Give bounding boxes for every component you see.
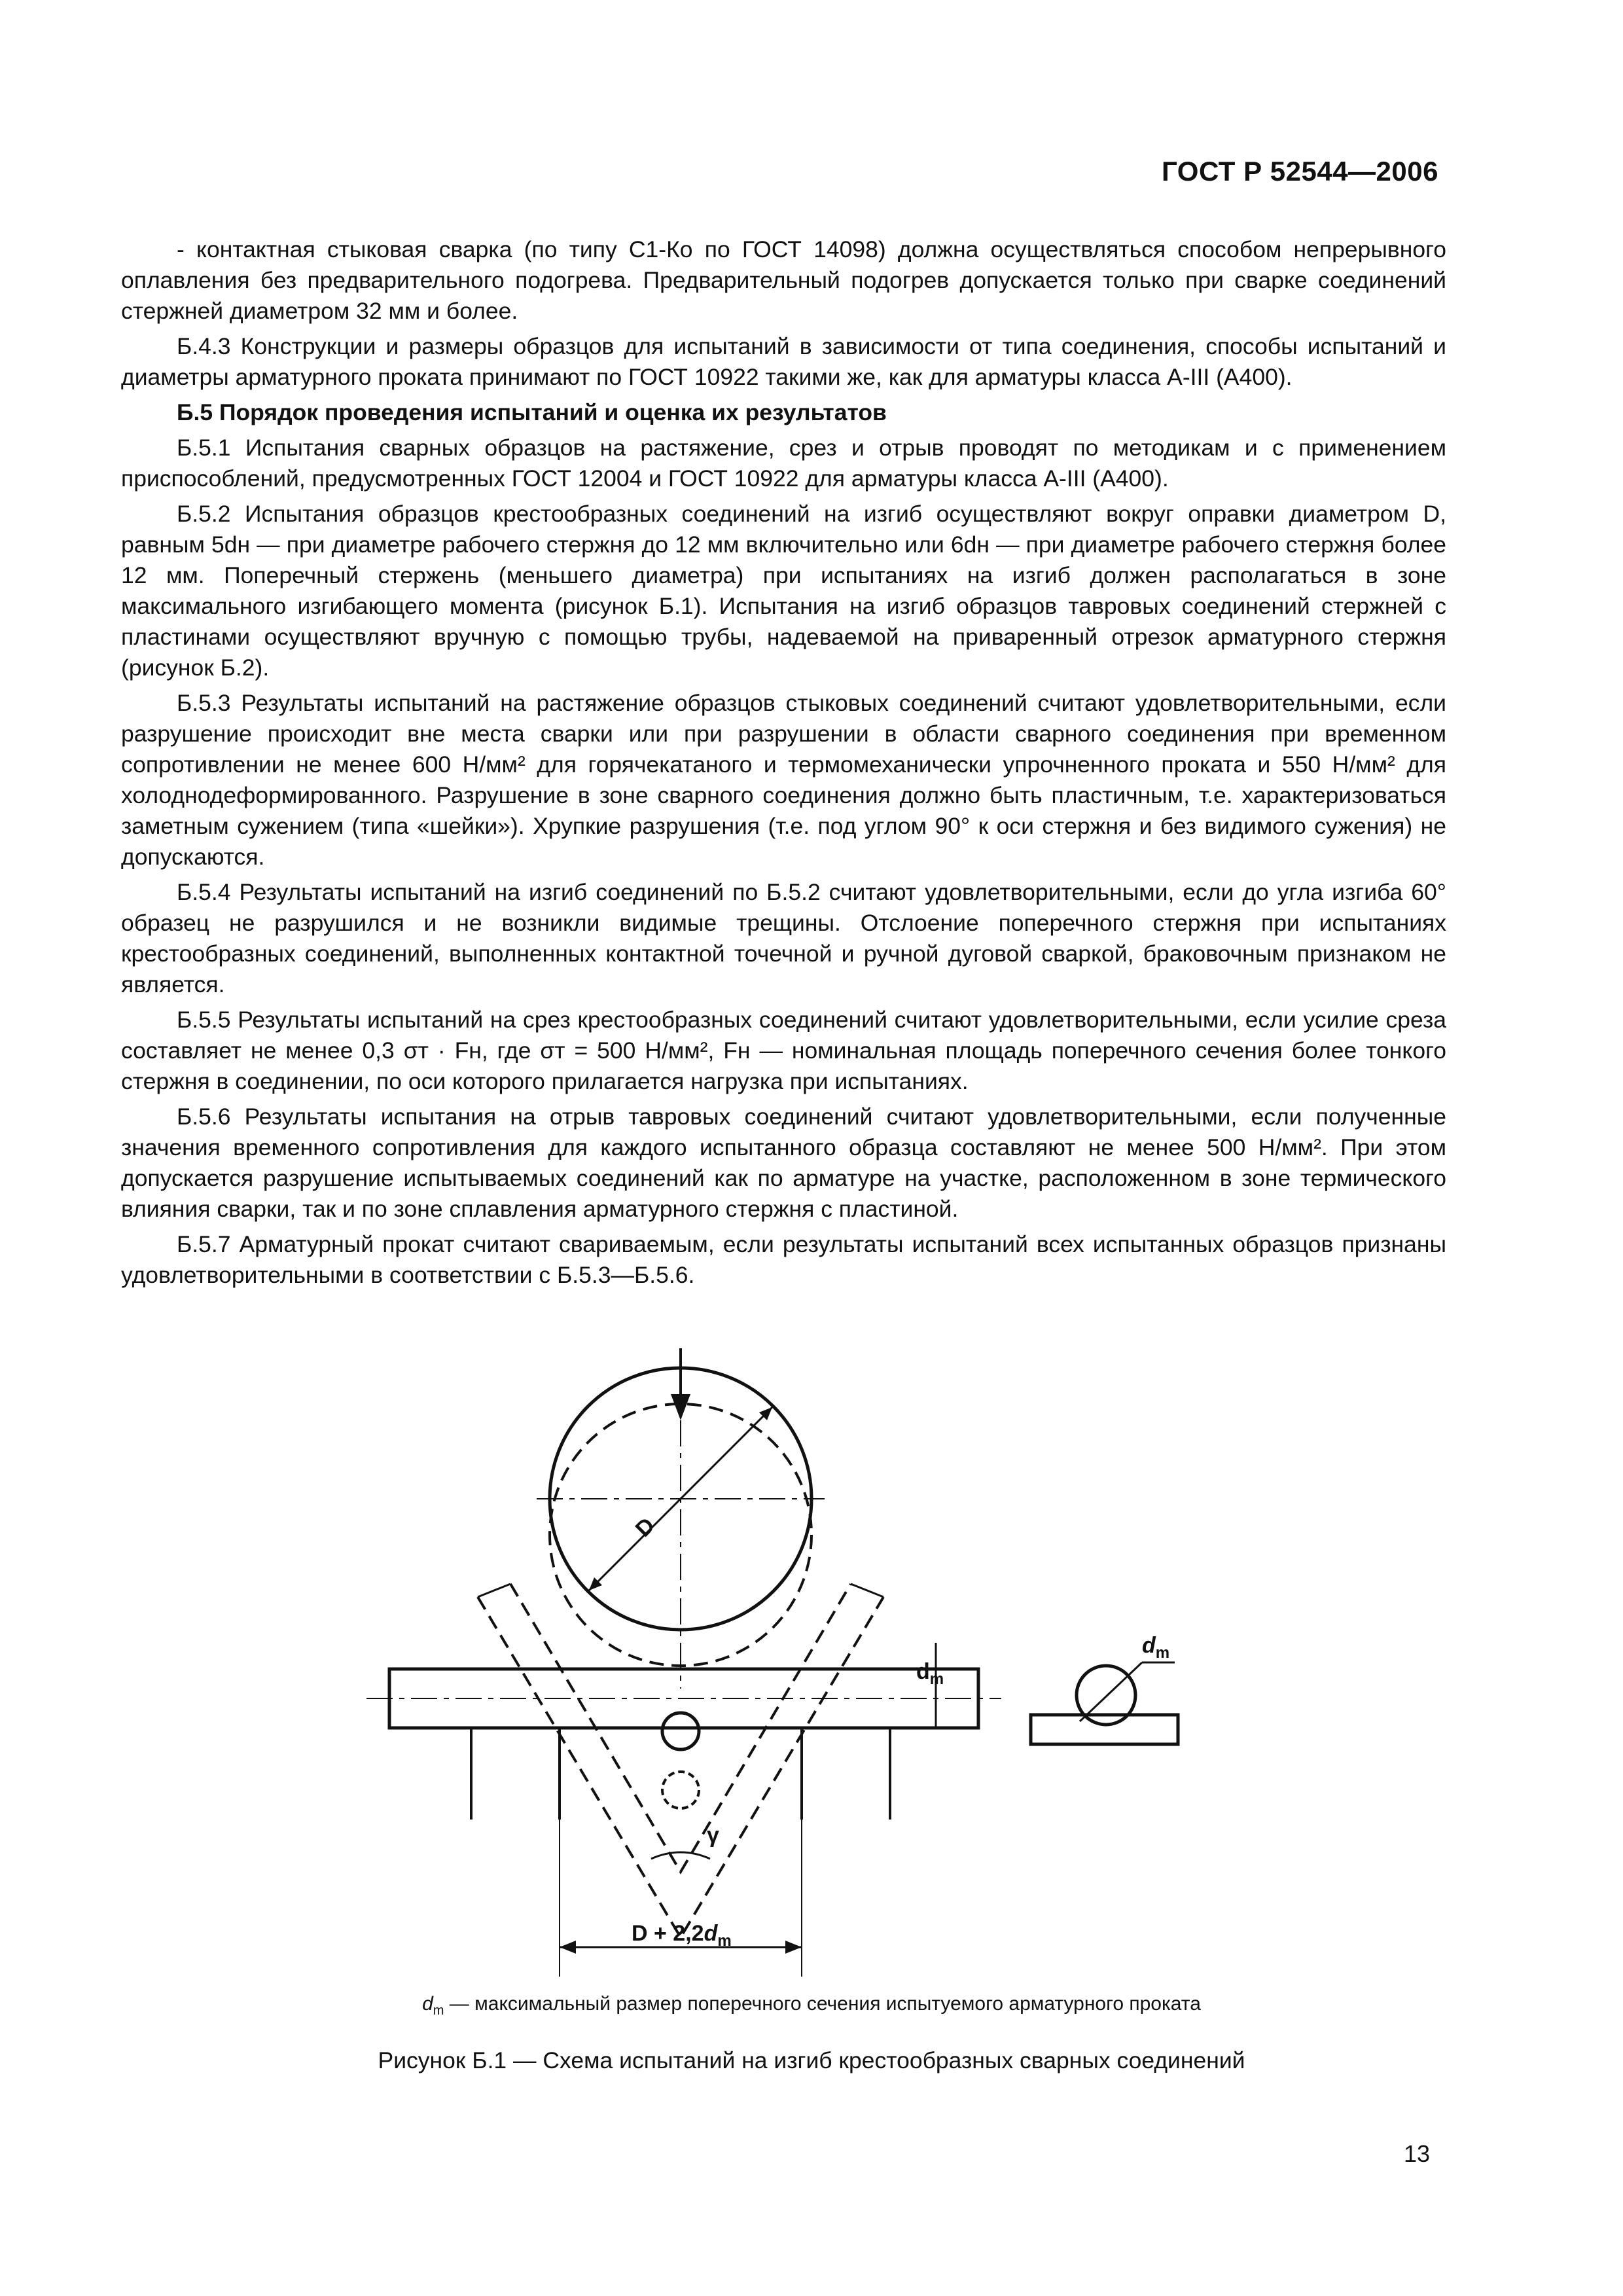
legend-text: — максимальный размер поперечного сечения испытуемого арматурного проката: [444, 1993, 1201, 2015]
paragraph: Б.5.7 Арматурный прокат считают свариваемым, если результаты испытаний всех испытанных образцов признаны удовлетворительными в соответствии с Б.5.3—Б.5.6.: [121, 1231, 1446, 1288]
paragraph: Б.4.3 Конструкции и размеры образцов для испытаний в зависимости от типа соединения, способы испытаний и диаметры арматурного проката принимают по ГОСТ 10922 такими же, как для арматуры класса А-III (А400).: [121, 333, 1446, 390]
label-dm: $d_m$: [916, 1659, 944, 1688]
bend-test-diagram: [0, 1322, 1623, 1977]
label-gamma: γ: [707, 1823, 719, 1848]
transverse-rod-bent: [662, 1772, 699, 1808]
label-dm-side: $d_m$: [1142, 1633, 1170, 1662]
label-D: D: [630, 1513, 660, 1542]
paragraph: Б.5.6 Результаты испытания на отрыв тавровых соединений считают удовлетворительными, если полученные значения временного сопротивления для каждого испытанного образца составляют не менее 500 Н/мм². При этом допускается разрушение испытываемых соединений как по арматуре на участке, расположенном в зоне термического влияния сварки, так и по зоне сплавления арматурного стержня с пластиной.: [121, 1103, 1446, 1222]
paragraph: Б.5.1 Испытания сварных образцов на растяжение, срез и отрыв проводят по методикам и с применением приспособлений, предусмотренных ГОСТ 12004 и ГОСТ 10922 для арматуры класса А-III (А400).: [121, 435, 1446, 492]
legend-symbol: d: [422, 1993, 433, 2015]
legend-symbol-sub: m: [433, 2003, 444, 2018]
section-heading: Б.5 Порядок проведения испытаний и оценка их результатов: [177, 399, 887, 425]
figure-legend: [0, 1993, 1623, 2018]
transverse-rod: [662, 1713, 699, 1749]
figure-b1: [0, 1322, 1623, 1977]
document-number: ГОСТ Р 52544—2006: [1162, 156, 1438, 187]
label-width: $D + 2,2d_m$: [632, 1921, 732, 1950]
paragraph: Б.5.2 Испытания образцов крестообразных соединений на изгиб осуществляют вокруг оправки диаметром D, равным 5dн — при диаметре рабочего стержня до 12 мм включительно или 6dн — при диаметре рабочего стержня более 12 мм. Поперечный стержень (меньшего диаметра) при испытаниях на изгиб должен располагаться в зоне максимального изгибающего момента (рисунок Б.1). Испытания на изгиб образцов тавровых соединений стержней с пластинами осуществляют вручную с помощью трубы, надеваемой на приваренный отрезок арматурного стержня (рисунок Б.2).: [121, 501, 1446, 681]
page-number: 13: [1403, 2140, 1430, 2167]
paragraph: Б.5.3 Результаты испытаний на растяжение образцов стыковых соединений считают удовлетворительными, если разрушение происходит вне места сварки или при разрушении в области сварного соединения при временном сопротивлении не менее 600 Н/мм² для горячекатаного и термомеханически упрочненного проката и 550 Н/мм² для холоднодеформированного. Разрушение в зоне сварного соединения должно быть пластичным, т.е. характеризоваться заметным сужением (типа «шейки»). Хрупкие разрушения (т.е. под углом 90° к оси стержня и без видимого сужения) не допускаются.: [121, 690, 1446, 870]
load-arrow-head: [671, 1394, 690, 1420]
side-plate: [1031, 1715, 1178, 1744]
paragraph: Б.5.4 Результаты испытаний на изгиб соединений по Б.5.2 считают удовлетворительными, если до угла изгиба 60° образец не разрушился и не возникли видимые трещины. Отслоение поперечного стержня при испытаниях крестообразных соединений, выполненных контактной точечной и ручной дуговой сваркой, браковочным признаком не является.: [121, 879, 1446, 997]
document-body: [121, 234, 1446, 1295]
paragraph: Б.5.5 Результаты испытаний на срез крестообразных соединений считают удовлетворительными, если усилие среза составляет не менее 0,3 σт · Fн, где σт = 500 Н/мм², Fн — номинальная площадь поперечного сечения более тонкого стержня в соединении, по оси которого прилагается нагрузка при испытаниях.: [121, 1007, 1446, 1094]
figure-caption: Рисунок Б.1 — Схема испытаний на изгиб крестообразных сварных соединений: [378, 2047, 1245, 2073]
paragraph: - контактная стыковая сварка (по типу С1-Ко по ГОСТ 14098) должна осуществляться способом непрерывного оплавления без предварительного подогрева. Предварительный подогрев допускается только при сварке соединений стержней диаметром 32 мм и более.: [121, 236, 1446, 324]
